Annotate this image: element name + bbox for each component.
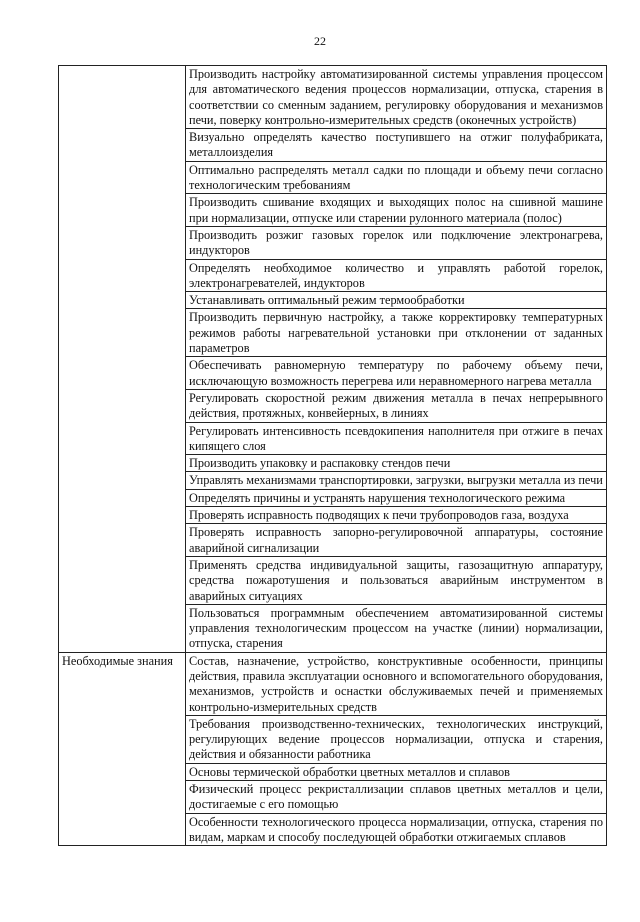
skill-item: Определять необходимое количество и управлять работой горелок, электронагревателей, индукторов [186,259,607,292]
table-row [59,66,607,129]
skill-item: Пользоваться программным обеспечением автоматизированной системы управления технологическим процессом на участке (линии) нормализации, отпуска, старения [186,604,607,652]
knowledge-label-cell: Необходимые знания [59,652,186,846]
skill-item: Оптимально распределять металл садки по площади и объему печи согласно технологическим требованиям [186,161,607,194]
competency-table [58,65,607,846]
skill-item: Обеспечивать равномерную температуру по рабочему объему печи, исключающую возможность перегрева или неравномерного нагрева металла [186,357,607,390]
skill-item: Управлять механизмами транспортировки, загрузки, выгрузки металла из печи [186,472,607,489]
knowledge-item: Основы термической обработки цветных металлов и сплавов [186,763,607,780]
knowledge-item: Физический процесс рекристаллизации сплавов цветных металлов и цели, достигаемые с его помощью [186,781,607,814]
skill-item: Визуально определять качество поступившего на отжиг полуфабриката, металлоизделия [186,129,607,162]
page-number: 22 [314,34,326,48]
knowledge-item: Состав, назначение, устройство, конструктивные особенности, принципы действия, правила эксплуатации основного и вспомогательного оборудования, механизмов, устройств и оснастки обслуживаемых печей и применяемых контрольно-измерительных средств [186,652,607,715]
knowledge-item: Требования производственно-технических, технологических инструкций, регулирующих ведение процессов нормализации, отпуска и старения, действия и обязанности работника [186,715,607,763]
skill-item: Определять причины и устранять нарушения технологического режима [186,489,607,506]
skill-item: Проверять исправность запорно-регулировочной аппаратуры, состояние аварийной сигнализации [186,524,607,557]
skills-label-cell [59,66,186,653]
skill-item: Проверять исправность подводящих к печи трубопроводов газа, воздуха [186,507,607,524]
skill-item: Регулировать скоростной режим движения металла в печах непрерывного действия, протяжных, конвейерных, в линиях [186,389,607,422]
skill-item: Производить упаковку и распаковку стендов печи [186,455,607,472]
table-row [59,652,607,715]
knowledge-item: Особенности технологического процесса нормализации, отпуска, старения по видам, маркам и способу последующей обработки отжигаемых сплавов [186,813,607,846]
skill-item: Применять средства индивидуальной защиты, газозащитную аппаратуру, средства пожаротушения и пользоваться аварийным инструментом в аварийных ситуациях [186,556,607,604]
skill-item: Производить сшивание входящих и выходящих полос на сшивной машине при нормализации, отпуске или старении рулонного материала (полос) [186,194,607,227]
skill-item: Производить настройку автоматизированной системы управления процессом для автоматического ведения процессов нормализации, отпуска, старения в соответствии со сменным заданием, регулировку оборудования и механизмов печи, поверку контрольно-измерительных средств (оконечных устройств) [186,66,607,129]
skill-item: Производить первичную настройку, а также корректировку температурных режимов работы нагревательной установки при отклонении от заданных параметров [186,309,607,357]
skill-item: Производить розжиг газовых горелок или подключение электронагрева, индукторов [186,226,607,259]
skill-item: Устанавливать оптимальный режим термообработки [186,292,607,309]
skill-item: Регулировать интенсивность псевдокипения наполнителя при отжиге в печах кипящего слоя [186,422,607,455]
